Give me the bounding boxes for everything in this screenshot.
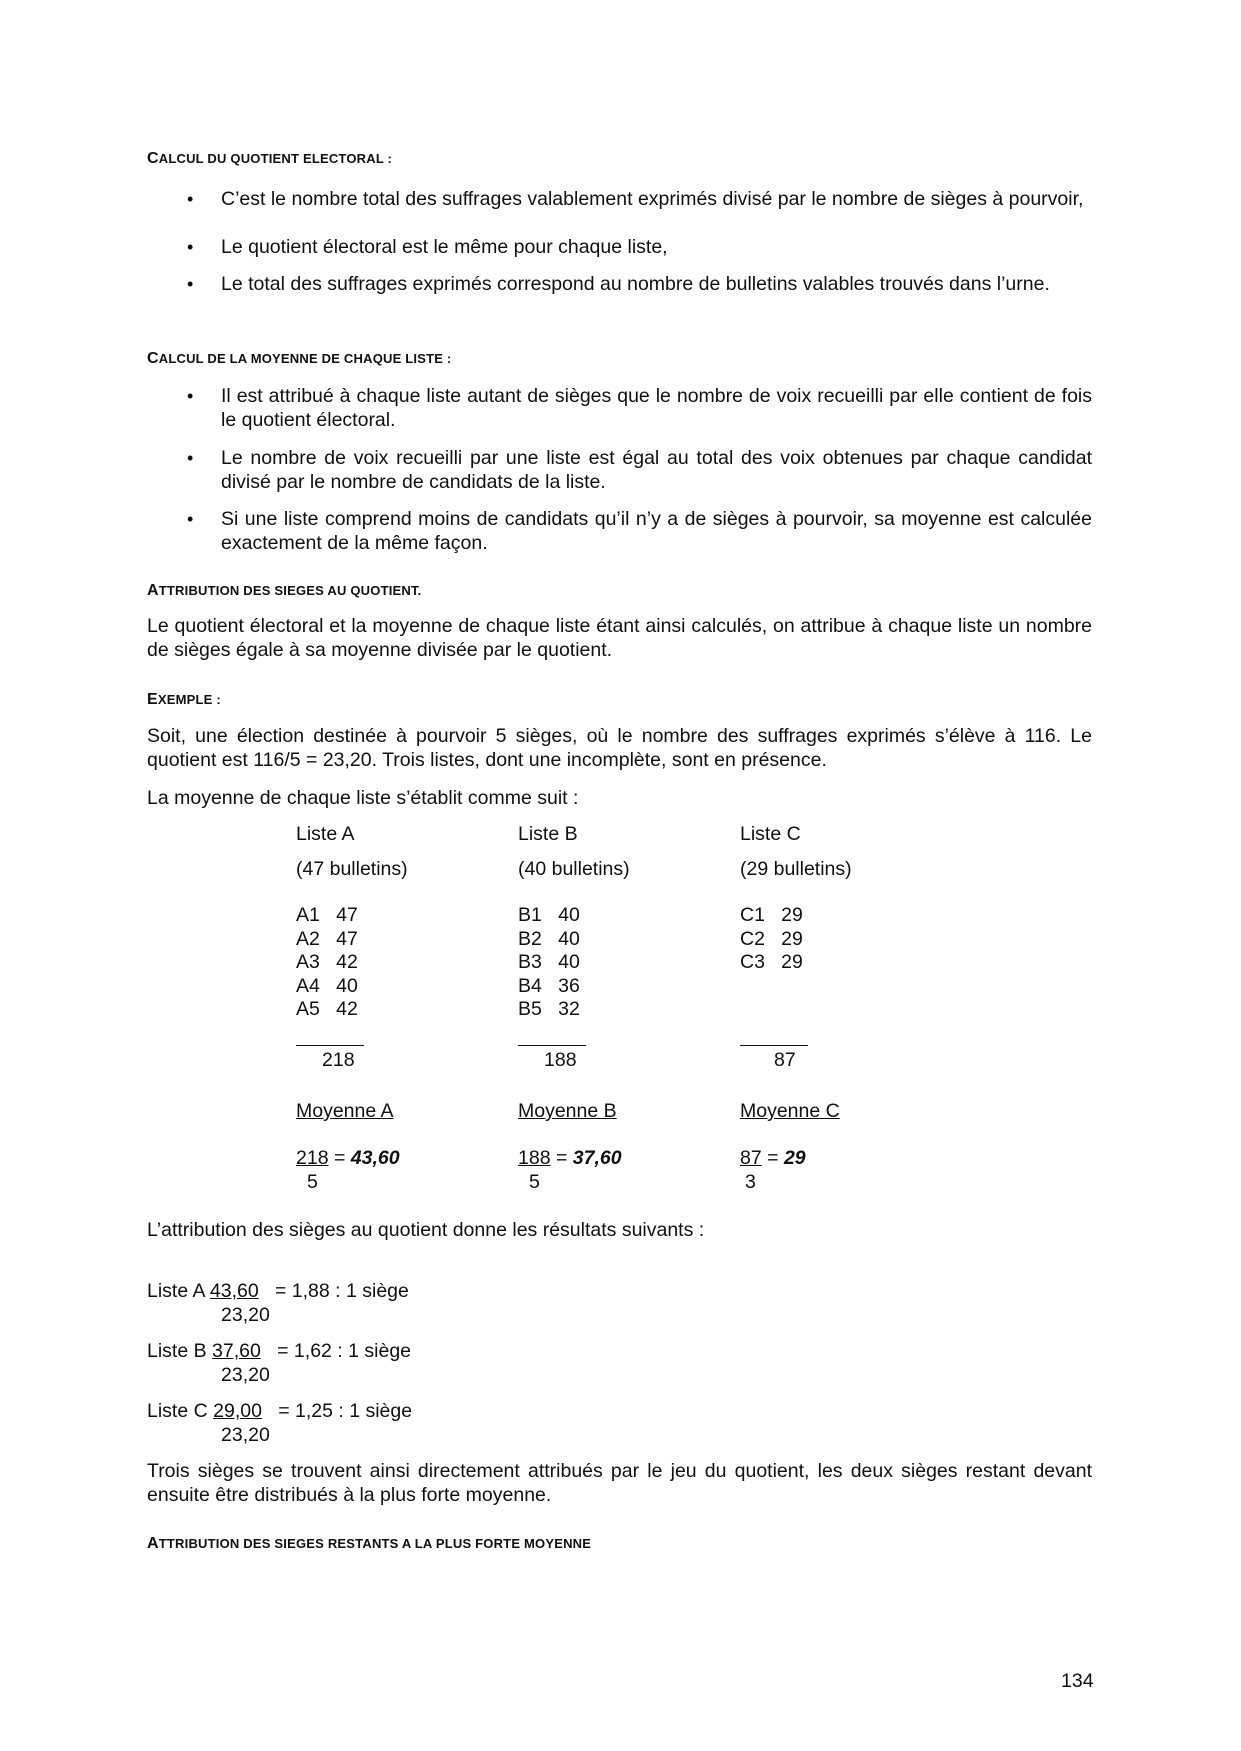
bullet-icon: • [187, 509, 194, 529]
candidate-row: A5 42 [296, 998, 358, 1020]
candidate-row: A3 42 [296, 951, 358, 973]
bullet-icon: • [187, 386, 194, 406]
result-row-a: Liste A 43,60 = 1,88 : 1 siège 23,20 [147, 1280, 409, 1326]
list-name: Liste A [296, 823, 355, 845]
list-bulletins: (40 bulletins) [518, 858, 630, 880]
moyenne-calc-b: 188 = 37,60 5 [518, 1147, 622, 1193]
paragraph-moyenne-intro: La moyenne de chaque liste s’établit comme suit : [147, 787, 579, 809]
bullet-text: C’est le nombre total des suffrages valablement exprimés divisé par le nombre de sièges à pourvoir, [221, 188, 1084, 210]
bullet-text: Si une liste comprend moins de candidats qu’il n’y a de sièges à pourvoir, sa moyenne est calculée exactement de la même façon. [221, 508, 1092, 554]
bullet-icon: • [187, 237, 194, 257]
list-column-b [518, 822, 630, 1021]
section-heading-quotient: CALCUL DU QUOTIENT ELECTORAL : [147, 150, 393, 167]
candidate-row: B4 36 [518, 974, 580, 997]
section-heading-final: ATTRIBUTION DES SIEGES RESTANTS A LA PLUS FORTE MOYENNE [147, 1535, 592, 1552]
sum-line [740, 1045, 808, 1046]
bullet-icon: • [187, 448, 194, 468]
list-column-c [740, 822, 852, 974]
candidate-row: B2 40 [518, 927, 580, 950]
candidate-row: B3 40 [518, 951, 580, 973]
moyenne-calc-c: 87 = 29 3 [740, 1147, 806, 1193]
candidate-row: A4 40 [296, 974, 358, 997]
list-bulletins: (29 bulletins) [740, 858, 852, 880]
candidate-row: B5 32 [518, 998, 580, 1020]
list-bulletins: (47 bulletins) [296, 858, 408, 880]
result-row-c: Liste C 29,00 = 1,25 : 1 siège 23,20 [147, 1400, 413, 1446]
moyenne-calc-a: 218 = 43,60 5 [296, 1147, 400, 1193]
section-heading-exemple: EXEMPLE : [147, 691, 221, 708]
bullet-text: Le total des suffrages exprimés correspond au nombre de bulletins valables trouvés dans l’urne. [221, 273, 1050, 295]
paragraph-conclusion: Trois sièges se trouvent ainsi directement attribués par le jeu du quotient, les deux sièges restant devant ensuite être distribués à la plus forte moyenne. [147, 1460, 1092, 1506]
bullet-text: Le nombre de voix recueilli par une liste est égal au total des voix obtenues par chaque candidat divisé par le nombre de candidats de la liste. [221, 447, 1092, 493]
moyenne-label-b: Moyenne B [518, 1100, 617, 1122]
bullet-text: Il est attribué à chaque liste autant de sièges que le nombre de voix recueilli par elle contient de fois le quotient électoral. [221, 385, 1092, 431]
list-total-a: 218 [322, 1049, 355, 1071]
candidate-row: C3 29 [740, 951, 803, 973]
sum-line [296, 1045, 364, 1046]
candidate-row: C2 29 [740, 927, 803, 950]
candidate-row: A2 47 [296, 927, 358, 950]
list-total-b: 188 [544, 1049, 577, 1071]
sum-line [518, 1045, 586, 1046]
candidate-row: B1 40 [518, 904, 580, 926]
candidate-row: A1 47 [296, 904, 358, 926]
list-name: Liste B [518, 823, 578, 845]
candidate-row: C1 29 [740, 904, 803, 926]
paragraph-attribution: Le quotient électoral et la moyenne de chaque liste étant ainsi calculés, on attribue à chaque liste un nombre de sièges égale à sa moyenne divisée par le quotient. [147, 615, 1092, 661]
bullet-icon: • [187, 189, 194, 209]
section-heading-attribution: ATTRIBUTION DES SIEGES AU QUOTIENT. [147, 582, 422, 599]
bullet-text: Le quotient électoral est le même pour chaque liste, [221, 236, 668, 258]
paragraph-results-intro: L’attribution des sièges au quotient donne les résultats suivants : [147, 1219, 705, 1241]
moyenne-label-a: Moyenne A [296, 1100, 394, 1122]
list-column-a [296, 822, 408, 1021]
page-number: 134 [1061, 1670, 1094, 1692]
list-total-c: 87 [774, 1049, 796, 1071]
paragraph-exemple: Soit, une élection destinée à pourvoir 5 sièges, où le nombre des suffrages exprimés s’élève à 116. Le quotient est 116/5 = 23,20. Trois listes, dont une incomplète, sont en présence. [147, 725, 1092, 771]
bullet-icon: • [187, 274, 194, 294]
list-name: Liste C [740, 823, 801, 845]
result-row-b: Liste B 37,60 = 1,62 : 1 siège 23,20 [147, 1340, 412, 1386]
section-heading-moyenne: CALCUL DE LA MOYENNE DE CHAQUE LISTE : [147, 350, 452, 367]
moyenne-label-c: Moyenne C [740, 1100, 840, 1122]
